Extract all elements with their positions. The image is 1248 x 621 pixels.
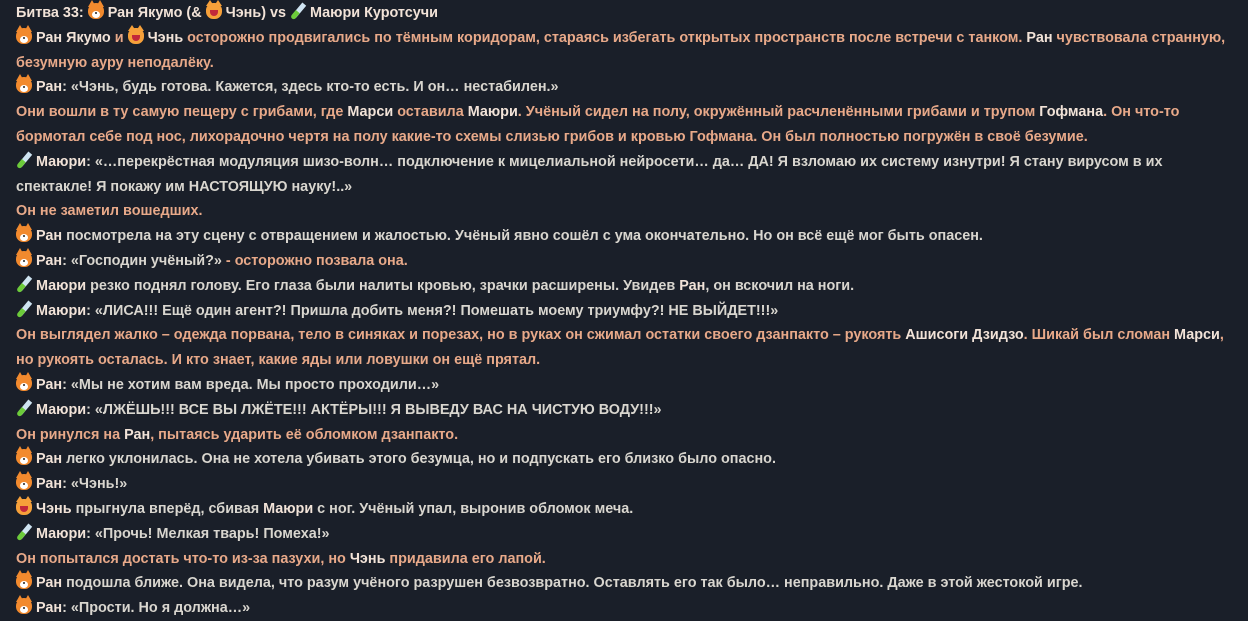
speech-text: посмотрела на эту сцену с отвращением и жалостью. Учёный явно сошёл с ума окончательно. Но он всё ещё мог быть опасен. <box>62 228 983 245</box>
character-name: Ашисоги Дзидзо <box>905 327 1024 344</box>
fox-icon <box>16 28 32 44</box>
narration-text: Он попытался достать что-то из-за пазухи, но <box>16 550 350 567</box>
character-name: Чэнь <box>147 29 184 46</box>
character-name: Маюри <box>36 302 87 319</box>
fox-icon <box>88 3 104 19</box>
speech-text: : <box>86 401 95 418</box>
narration-text: . Он что-то бормотал себе под нос, лихорадочно чертя на полу какие-то схемы слизью грибов и кровью Гофмана. Он был полностью погружён в своё безумие. <box>16 104 1180 145</box>
chat-line <box>16 224 1236 249</box>
character-name: Ран <box>124 426 151 443</box>
speech-text: с ног. Учёный упал, выронив обломок меча. <box>313 500 634 517</box>
chat-line <box>16 423 1236 448</box>
character-name: Ран <box>679 277 706 294</box>
chat-line <box>16 100 1236 150</box>
character-name: Ран <box>36 451 63 468</box>
fox-icon <box>16 598 32 614</box>
speech-text: «Прости. Но я должна…» <box>70 600 251 617</box>
speech-text: «Мы не хотим вам вреда. Мы просто проходили…» <box>70 376 440 393</box>
chat-line <box>16 497 1236 522</box>
narration-text: , пытаясь ударить её обломком дзанпакто. <box>150 426 459 443</box>
narration-text: Он не заметил вошедших. <box>16 203 203 220</box>
character-name: Ран <box>36 476 63 493</box>
test-tube-icon <box>16 524 32 540</box>
speech-text: легко уклонилась. Она не хотела убивать этого безумца, но и подпускать его близко было опасно. <box>62 451 776 468</box>
speech-text: «Чэнь, будь готова. Кажется, здесь кто-то есть. И он… нестабилен.» <box>70 79 559 96</box>
character-name: Чэнь) vs <box>225 5 290 21</box>
fox-icon <box>16 573 32 589</box>
battle-title <box>16 1 1236 26</box>
character-name: Маюри Куротсучи <box>310 5 438 21</box>
fox-icon <box>16 449 32 465</box>
character-name: Ран Якумо <box>36 29 111 46</box>
fox-icon <box>16 375 32 391</box>
chat-line <box>16 26 1236 76</box>
chat-line <box>16 472 1236 497</box>
character-name: Марси <box>347 104 394 121</box>
character-name: Ран <box>1026 29 1053 46</box>
character-name: Ран Якумо (& <box>107 5 206 21</box>
speech-text: : <box>62 476 71 493</box>
chat-line <box>16 274 1236 299</box>
speech-text: «…перекрёстная модуляция шизо-волн… подключение к мицелиальной нейросети… да… ДА! Я взломаю их систему изнутри! Я стану вирусом в их спектакле! Я покажу им НАСТОЯЩУЮ науку!..» <box>16 153 1163 195</box>
narration-text: Он выглядел жалко – одежда порвана, тело в синяках и порезах, но в руках он сжимал остатки своего дзанпакто – рукоять <box>16 327 906 344</box>
chat-line <box>16 522 1236 547</box>
narration-text: Он ринулся на <box>16 426 125 443</box>
fox-icon <box>16 474 32 490</box>
speech-text: , он вскочил на ноги. <box>705 277 855 294</box>
narration-text: . Шикай был сломан <box>1023 327 1175 344</box>
speech-text: : <box>86 153 95 170</box>
speech-text: : <box>62 600 71 617</box>
narration-text: Они вошли в ту самую пещеру с грибами, где <box>16 104 348 121</box>
narration-text: придавила его лапой. <box>385 550 546 567</box>
speech-text: «Чэнь!» <box>70 476 128 493</box>
speech-text: : <box>62 252 71 269</box>
character-name: Ран <box>36 79 63 96</box>
test-tube-icon <box>16 276 32 292</box>
speech-text: : <box>86 525 95 542</box>
speech-text: «Прочь! Мелкая тварь! Помеха!» <box>94 525 330 542</box>
chat-line <box>16 249 1236 274</box>
character-name: Маюри <box>263 500 314 517</box>
chat-line <box>16 571 1236 596</box>
character-name: Гофмана <box>1039 104 1104 121</box>
chat-line <box>16 199 1236 224</box>
cat-icon <box>206 3 222 19</box>
speech-text: : <box>62 376 71 393</box>
narration-text: оставила <box>393 104 468 121</box>
speech-text: подошла ближе. Она видела, что разум учёного разрушен безвозвратно. Оставлять его так было… неправильно. Даже в этой жестокой игре. <box>62 575 1083 592</box>
character-name: Битва 33: <box>16 5 88 21</box>
test-tube-icon <box>16 301 32 317</box>
chat-line <box>16 447 1236 472</box>
narration-text: . Учёный сидел на полу, окружённый расчленёнными грибами и трупом <box>517 104 1040 121</box>
speech-text: «Господин учёный?» <box>70 252 222 269</box>
chat-line <box>16 299 1236 324</box>
chat-line <box>16 373 1236 398</box>
test-tube-icon <box>290 3 306 19</box>
speech-text: «ЛЖЁШЬ!!! ВСЕ ВЫ ЛЖЁТЕ!!! АКТЁРЫ!!! Я ВЫВЕДУ ВАС НА ЧИСТУЮ ВОДУ!!!» <box>94 401 662 418</box>
character-name: Маюри <box>36 401 87 418</box>
character-name: Маюри <box>36 153 87 170</box>
narration-text: , но рукоять осталась. И кто знает, какие яды или ловушки он ещё прятал. <box>16 327 1224 369</box>
speech-text: «ЛИСА!!! Ещё один агент?! Пришла добить меня?! Помешать моему триумфу?! НЕ ВЫЙДЕТ!!!» <box>94 302 779 319</box>
chat-line <box>16 323 1236 373</box>
character-name: Чэнь <box>36 500 72 517</box>
character-name: Маюри <box>467 104 518 121</box>
character-name: Ран <box>36 575 63 592</box>
speech-text: : <box>62 79 71 96</box>
chat-line <box>16 398 1236 423</box>
chat-line <box>16 150 1236 200</box>
narration-text: и <box>110 29 128 46</box>
character-name: Чэнь <box>349 550 386 567</box>
speech-text: прыгнула вперёд, сбивая <box>71 500 264 517</box>
character-name: Ран <box>36 228 63 245</box>
fox-icon <box>16 77 32 93</box>
character-name: Ран <box>36 376 63 393</box>
cat-icon <box>16 499 32 515</box>
fox-icon <box>16 226 32 242</box>
character-name: Марси <box>1174 327 1220 344</box>
narration-text: - осторожно позвала она. <box>221 252 408 269</box>
character-name: Ран <box>36 252 63 269</box>
chat-line <box>16 547 1236 572</box>
test-tube-icon <box>16 400 32 416</box>
speech-text: резко поднял голову. Его глаза были налиты кровью, зрачки расширены. Увидев <box>86 277 680 294</box>
test-tube-icon <box>16 152 32 168</box>
fox-icon <box>16 251 32 267</box>
speech-text: : <box>86 302 95 319</box>
narration-text: чувствовала странную, безумную ауру неподалёку. <box>16 29 1226 71</box>
chat-line <box>16 75 1236 100</box>
cat-icon <box>128 28 144 44</box>
character-name: Маюри <box>36 277 87 294</box>
character-name: Маюри <box>36 525 87 542</box>
chat-log <box>16 1 1236 621</box>
character-name: Ран <box>36 600 63 617</box>
narration-text: осторожно продвигались по тёмным коридорам, стараясь избегать открытых пространств после встречи с танком. <box>183 29 1027 46</box>
